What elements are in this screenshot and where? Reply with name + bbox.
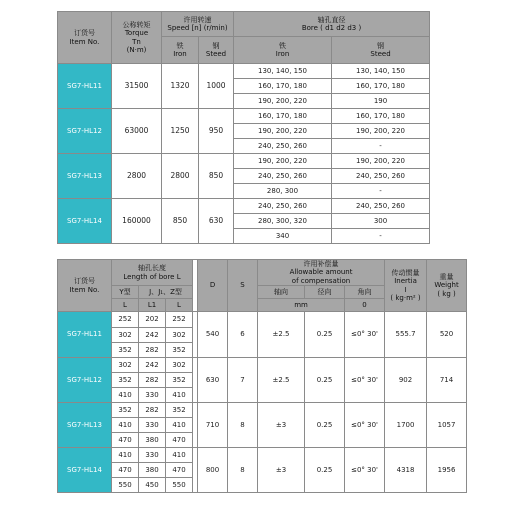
- length-cell: 330: [139, 418, 166, 433]
- bore-steel-cell: -: [332, 139, 430, 154]
- l-header: L: [112, 299, 139, 312]
- length-cell: 470: [166, 433, 193, 448]
- d-cell: 540: [198, 312, 228, 358]
- d-cell: 630: [198, 358, 228, 403]
- torque-cell: 63000: [112, 109, 162, 154]
- length-cell: 330: [139, 388, 166, 403]
- item-cell: SG7-HL12: [58, 358, 112, 403]
- speed-iron-cell: 850: [162, 199, 199, 244]
- length-compensation-table: [57, 259, 467, 493]
- jz-type-header: J、J₁、Z型: [139, 286, 193, 299]
- angular-header: 角向: [345, 286, 385, 299]
- length-cell: 450: [139, 478, 166, 493]
- bore-steel-cell: 190, 200, 220: [332, 124, 430, 139]
- length-cell: 242: [139, 328, 166, 343]
- axial-header: 轴向: [258, 286, 305, 299]
- torque-cell: 160000: [112, 199, 162, 244]
- length-cell: 550: [166, 478, 193, 493]
- length-cell: 252: [166, 312, 193, 328]
- radial-header: 径向: [305, 286, 345, 299]
- radial-cell: 0.25: [305, 403, 345, 448]
- item-cell: SG7-HL12: [58, 109, 112, 154]
- radial-cell: 0.25: [305, 358, 345, 403]
- speed-iron-cell: 2800: [162, 154, 199, 199]
- length-cell: 282: [139, 403, 166, 418]
- s-cell: 8: [228, 403, 258, 448]
- torque-cell: 31500: [112, 64, 162, 109]
- speed-steel-cell: 630: [199, 199, 234, 244]
- radial-cell: 0.25: [305, 312, 345, 358]
- torque-speed-bore-table: [57, 11, 430, 244]
- bore-steel-cell: 240, 250, 260: [332, 199, 430, 214]
- bore-iron-cell: 190, 200, 220: [234, 154, 332, 169]
- length-cell: 470: [112, 463, 139, 478]
- length-cell: 282: [139, 343, 166, 358]
- weight-cell: 1057: [427, 403, 467, 448]
- bore-length-header: 轴孔长度 Length of bore L: [112, 260, 193, 286]
- item-no-header: 订货号 Item No.: [58, 12, 112, 64]
- length-cell: 410: [112, 448, 139, 463]
- bore-iron-cell: 240, 250, 260: [234, 169, 332, 184]
- inertia-header: 传动惯量 Inertia I ( kg·m² ): [385, 260, 427, 312]
- bore-steel-cell: 190, 200, 220: [332, 154, 430, 169]
- speed-steel-cell: 1000: [199, 64, 234, 109]
- bore-steel-cell: -: [332, 229, 430, 244]
- length-cell: 352: [112, 403, 139, 418]
- bore-iron-cell: 190, 200, 220: [234, 94, 332, 109]
- weight-header: 重量 Weight ( kg ): [427, 260, 467, 312]
- torque-header: 公称转矩 Torque Tn (N·m): [112, 12, 162, 64]
- length-cell: 352: [166, 403, 193, 418]
- inertia-cell: 902: [385, 358, 427, 403]
- item-cell: SG7-HL13: [58, 403, 112, 448]
- d-cell: 800: [198, 448, 228, 493]
- bore-steel-header: 钢 Steed: [332, 37, 430, 64]
- speed-steel-cell: 950: [199, 109, 234, 154]
- bore-steel-cell: 240, 250, 260: [332, 169, 430, 184]
- speed-steel-cell: 850: [199, 154, 234, 199]
- length-cell: 380: [139, 463, 166, 478]
- angular-cell: ≤0° 30': [345, 312, 385, 358]
- length-cell: 352: [166, 343, 193, 358]
- length-cell: 252: [112, 312, 139, 328]
- inertia-cell: 1700: [385, 403, 427, 448]
- axial-cell: ±2.5: [258, 358, 305, 403]
- weight-cell: 1956: [427, 448, 467, 493]
- bore-iron-cell: 280, 300, 320: [234, 214, 332, 229]
- inertia-cell: 555.7: [385, 312, 427, 358]
- item-cell: SG7-HL13: [58, 154, 112, 199]
- degree-unit-header: 0: [345, 299, 385, 312]
- item-cell: SG7-HL11: [58, 312, 112, 358]
- axial-cell: ±3: [258, 448, 305, 493]
- length-cell: 410: [112, 388, 139, 403]
- s-cell: 6: [228, 312, 258, 358]
- length-cell: 410: [166, 388, 193, 403]
- speed-iron-header: 铁 Iron: [162, 37, 199, 64]
- bore-iron-cell: 130, 140, 150: [234, 64, 332, 79]
- bore-steel-cell: 130, 140, 150: [332, 64, 430, 79]
- angular-cell: ≤0° 30': [345, 448, 385, 493]
- s-cell: 7: [228, 358, 258, 403]
- length-cell: 410: [166, 418, 193, 433]
- angular-cell: ≤0° 30': [345, 358, 385, 403]
- s-header: S: [228, 260, 258, 312]
- angular-cell: ≤0° 30': [345, 403, 385, 448]
- length-cell: 302: [112, 358, 139, 373]
- length-cell: 410: [166, 448, 193, 463]
- item-no-header: 订货号 Item No.: [58, 260, 112, 312]
- length-cell: 242: [139, 358, 166, 373]
- length-cell: 302: [112, 328, 139, 343]
- bore-steel-cell: 160, 170, 180: [332, 79, 430, 94]
- d-header: D: [198, 260, 228, 312]
- bore-iron-cell: 160, 170, 180: [234, 79, 332, 94]
- bore-header: 轴孔直径 Bore ( d1 d2 d3 ): [234, 12, 430, 37]
- bore-iron-cell: 240, 250, 260: [234, 139, 332, 154]
- mm-unit-header: mm: [258, 299, 345, 312]
- radial-cell: 0.25: [305, 448, 345, 493]
- torque-cell: 2800: [112, 154, 162, 199]
- length-cell: 550: [112, 478, 139, 493]
- item-cell: SG7-HL14: [58, 448, 112, 493]
- length-cell: 352: [166, 373, 193, 388]
- bore-steel-cell: 300: [332, 214, 430, 229]
- bore-iron-cell: 340: [234, 229, 332, 244]
- length-cell: 302: [166, 358, 193, 373]
- axial-cell: ±3: [258, 403, 305, 448]
- compensation-header: 许用补偿量 Allowable amount of compensation: [258, 260, 385, 286]
- y-type-header: Y型: [112, 286, 139, 299]
- length-cell: 410: [112, 418, 139, 433]
- l-header: L: [166, 299, 193, 312]
- item-cell: SG7-HL14: [58, 199, 112, 244]
- speed-header: 许用转速 Speed [n] (r/min): [162, 12, 234, 37]
- bore-iron-cell: 160, 170, 180: [234, 109, 332, 124]
- bore-steel-cell: 190: [332, 94, 430, 109]
- length-cell: 202: [139, 312, 166, 328]
- bore-iron-cell: 240, 250, 260: [234, 199, 332, 214]
- inertia-cell: 4318: [385, 448, 427, 493]
- bore-iron-cell: 190, 200, 220: [234, 124, 332, 139]
- length-cell: 302: [166, 328, 193, 343]
- bore-iron-cell: 280, 300: [234, 184, 332, 199]
- item-cell: SG7-HL11: [58, 64, 112, 109]
- bore-steel-cell: 160, 170, 180: [332, 109, 430, 124]
- speed-iron-cell: 1320: [162, 64, 199, 109]
- length-cell: 352: [112, 343, 139, 358]
- length-cell: 330: [139, 448, 166, 463]
- speed-iron-cell: 1250: [162, 109, 199, 154]
- speed-steel-header: 钢 Steed: [199, 37, 234, 64]
- s-cell: 8: [228, 448, 258, 493]
- l1-header: L1: [139, 299, 166, 312]
- d-cell: 710: [198, 403, 228, 448]
- length-cell: 352: [112, 373, 139, 388]
- axial-cell: ±2.5: [258, 312, 305, 358]
- weight-cell: 520: [427, 312, 467, 358]
- length-cell: 282: [139, 373, 166, 388]
- bore-iron-header: 铁 Iron: [234, 37, 332, 64]
- weight-cell: 714: [427, 358, 467, 403]
- length-cell: 470: [112, 433, 139, 448]
- bore-steel-cell: -: [332, 184, 430, 199]
- length-cell: 470: [166, 463, 193, 478]
- length-cell: 380: [139, 433, 166, 448]
